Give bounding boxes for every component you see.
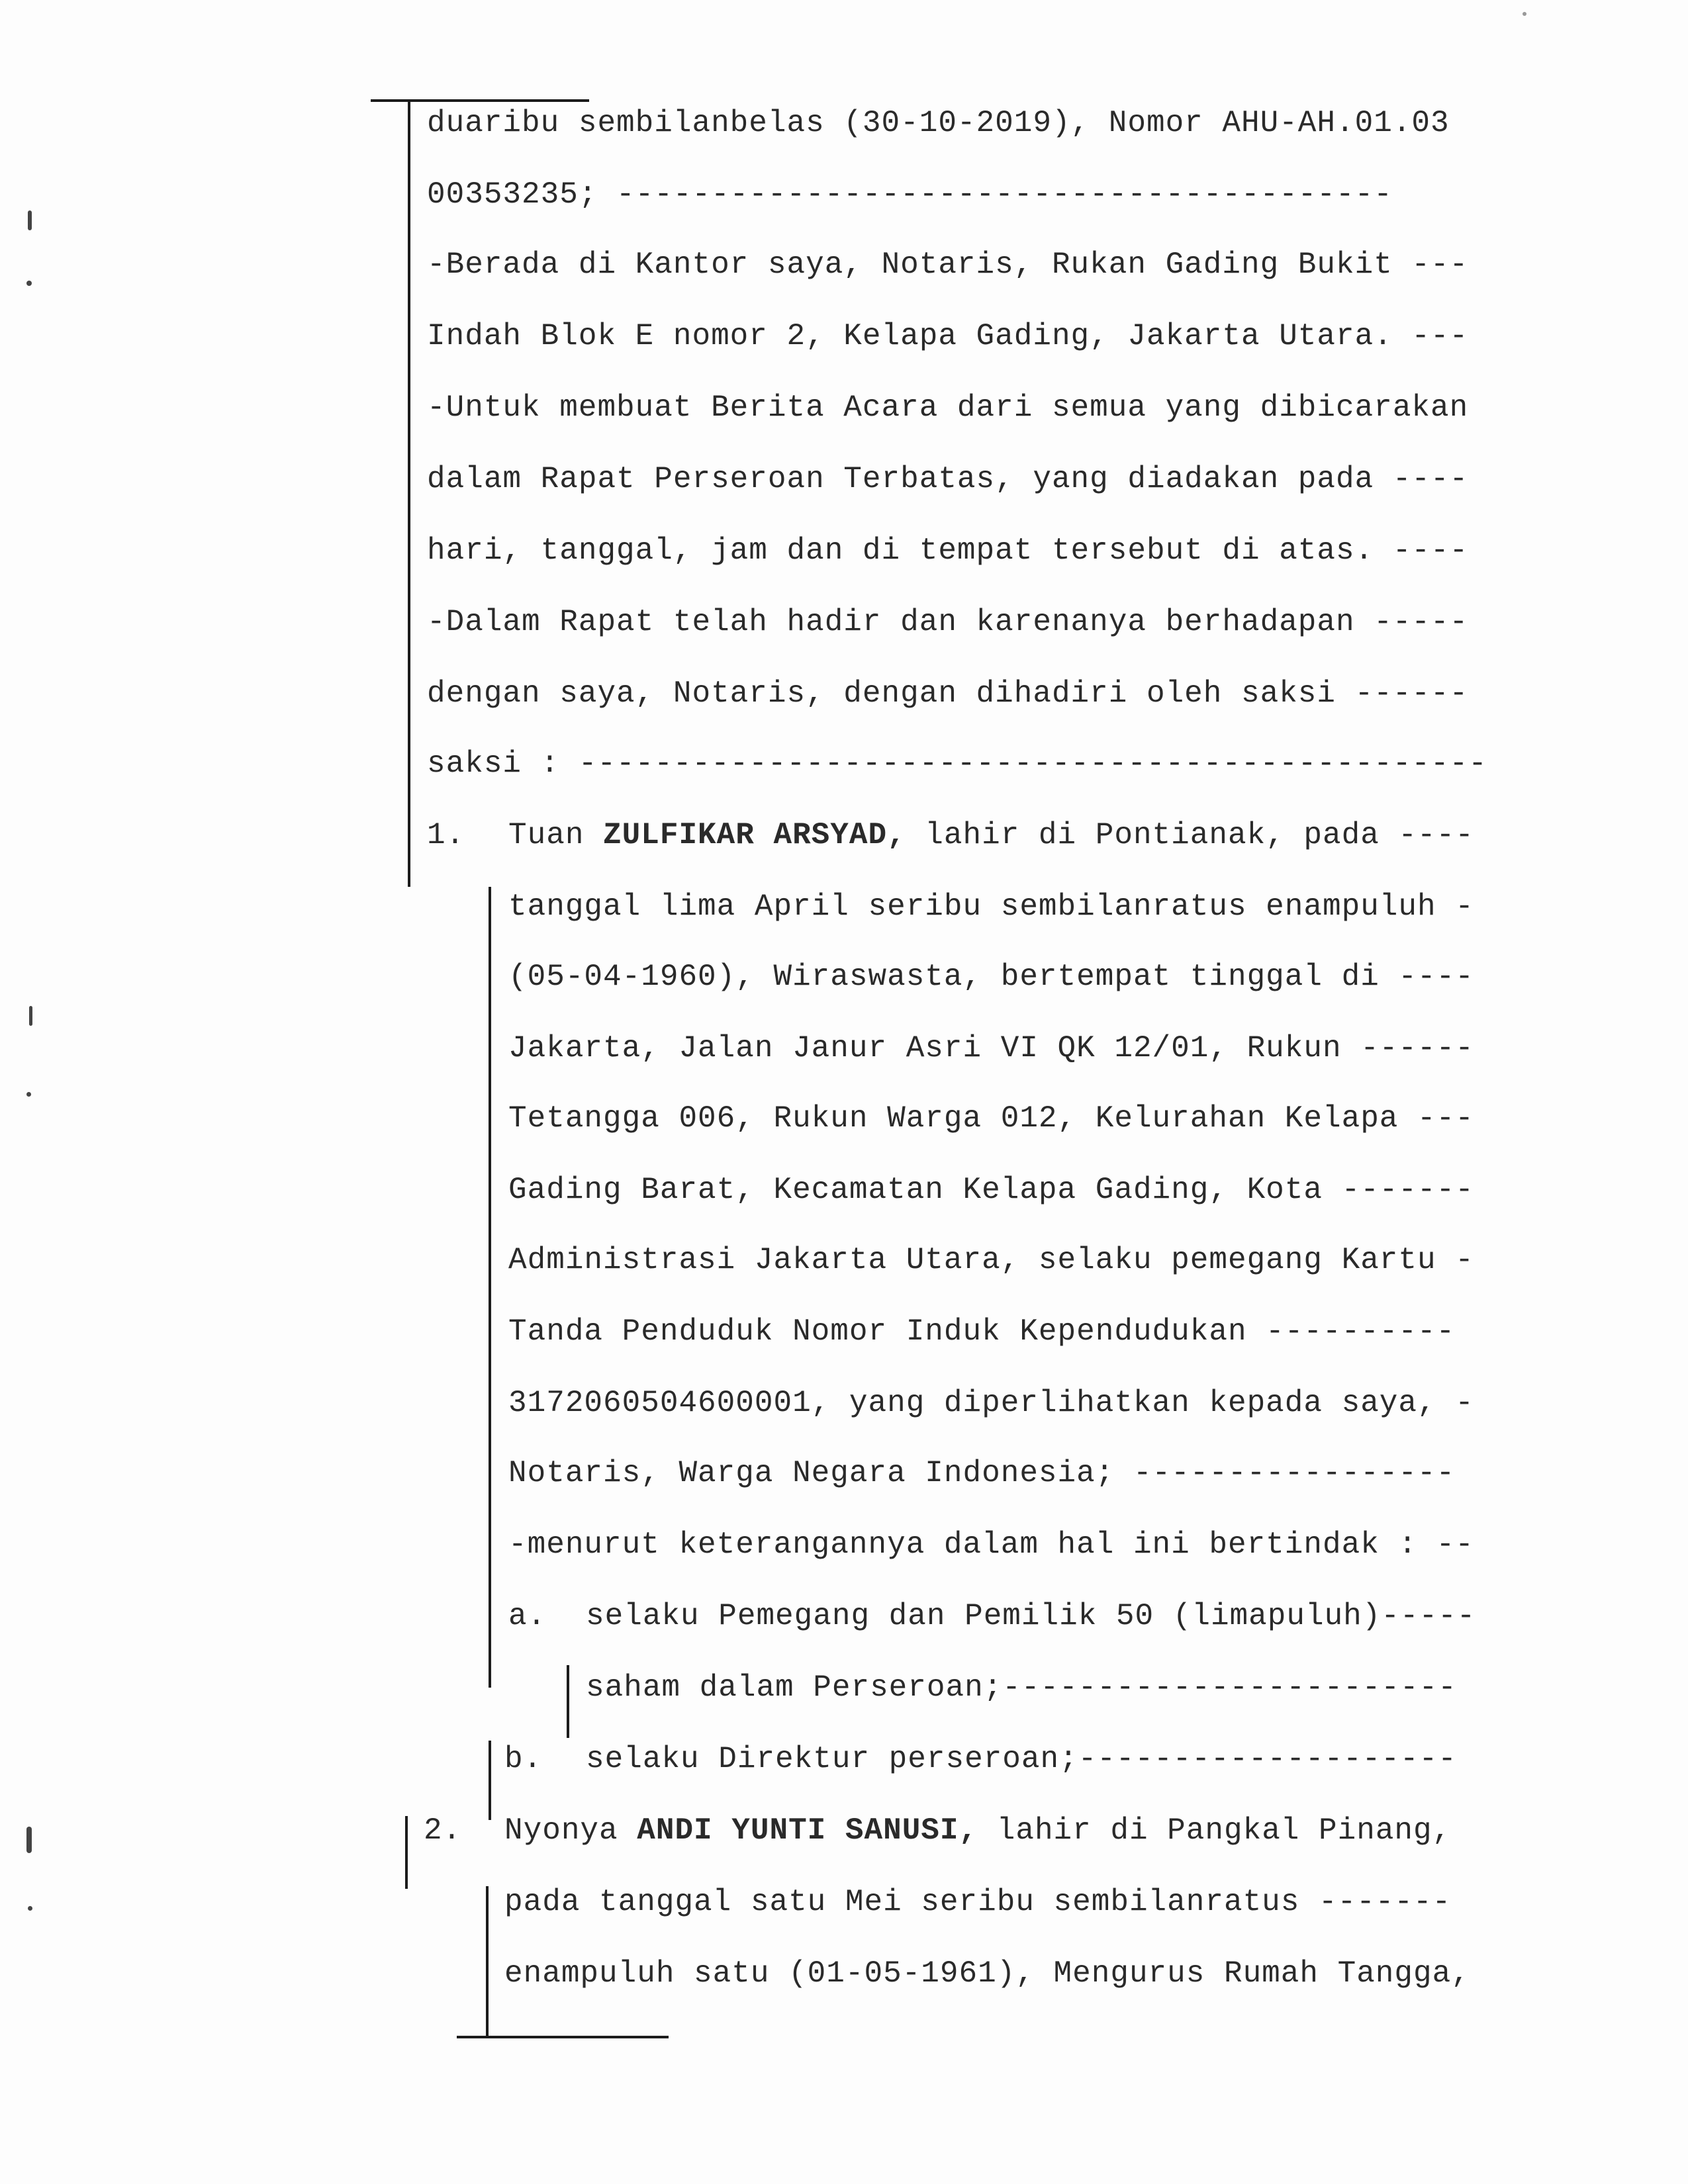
item-1a-line-1: selaku Pemegang dan Pemilik 50 (limapuluh)----- bbox=[586, 1599, 1476, 1633]
item-1b-rule bbox=[489, 1741, 491, 1820]
item-2-number: 2. bbox=[424, 1813, 462, 1848]
item-1a-rule bbox=[567, 1665, 569, 1738]
item-1-line-10: -menurut keterangannya dalam hal ini bertindak : -- bbox=[508, 1527, 1474, 1562]
scan-speck bbox=[28, 210, 32, 230]
bottom-rule bbox=[457, 2036, 669, 2038]
doc-line-3: -Berada di Kantor saya, Notaris, Rukan Gading Bukit --- bbox=[427, 248, 1469, 282]
item-1-line-5: Gading Barat, Kecamatan Kelapa Gading, Kota ------- bbox=[508, 1173, 1474, 1207]
scan-speck bbox=[26, 1092, 31, 1097]
item-2-prefix: Nyonya bbox=[504, 1813, 637, 1848]
item-1b-label: b. bbox=[504, 1742, 543, 1776]
scan-speck bbox=[28, 1906, 32, 1911]
doc-line-10: saksi : ------------------------------------------------ bbox=[427, 747, 1487, 781]
item-1-number: 1. bbox=[427, 818, 465, 852]
item-1-line-4: Tetangga 006, Rukun Warga 012, Kelurahan Kelapa --- bbox=[508, 1101, 1474, 1136]
item-1a-line-2: saham dalam Perseroan;------------------------ bbox=[586, 1670, 1457, 1705]
item-1-line-1: tanggal lima April seribu sembilanratus enampuluh - bbox=[508, 889, 1474, 924]
doc-line-2: 00353235; ----------------------------------------- bbox=[427, 177, 1393, 212]
item-2-name: ANDI YUNTI SANUSI, bbox=[637, 1813, 978, 1848]
item-2-heading bbox=[504, 1811, 1451, 1850]
item-2-suffix: lahir di Pangkal Pinang, bbox=[978, 1813, 1452, 1848]
item-1-line-8: 3172060504600001, yang diperlihatkan kepada saya, - bbox=[508, 1386, 1474, 1420]
item-1-line-3: Jakarta, Jalan Janur Asri VI QK 12/01, Rukun ------ bbox=[508, 1031, 1474, 1066]
doc-line-5: -Untuk membuat Berita Acara dari semua yang dibicarakan bbox=[427, 390, 1469, 425]
scan-speck bbox=[26, 281, 32, 286]
doc-line-4: Indah Blok E nomor 2, Kelapa Gading, Jakarta Utara. --- bbox=[427, 319, 1469, 353]
doc-line-9: dengan saya, Notaris, dengan dihadiri oleh saksi ------ bbox=[427, 676, 1469, 711]
item-2-line-1: pada tanggal satu Mei seribu sembilanratus ------- bbox=[504, 1885, 1452, 1919]
item-1-rule bbox=[489, 887, 491, 1688]
item-1-name: ZULFIKAR ARSYAD, bbox=[603, 818, 906, 852]
item-2-number-rule bbox=[405, 1816, 408, 1889]
item-1-prefix: Tuan bbox=[508, 818, 604, 852]
item-1-heading bbox=[508, 815, 1474, 855]
top-rule bbox=[371, 99, 589, 102]
item-1a-label: a. bbox=[508, 1599, 547, 1633]
item-2-rule bbox=[486, 1886, 489, 2038]
scan-speck bbox=[29, 1006, 32, 1026]
item-1-line-2: (05-04-1960), Wiraswasta, bertempat tinggal di ---- bbox=[508, 960, 1474, 994]
doc-line-6: dalam Rapat Perseroan Terbatas, yang diadakan pada ---- bbox=[427, 462, 1469, 496]
doc-line-1: duaribu sembilanbelas (30-10-2019), Nomor AHU-AH.01.03 bbox=[427, 106, 1450, 140]
doc-line-8: -Dalam Rapat telah hadir dan karenanya berhadapan ----- bbox=[427, 605, 1469, 639]
doc-line-7: hari, tanggal, jam dan di tempat tersebut di atas. ---- bbox=[427, 533, 1469, 568]
item-2-line-2: enampuluh satu (01-05-1961), Mengurus Rumah Tangga, bbox=[504, 1956, 1470, 1991]
scan-speck bbox=[1523, 12, 1526, 16]
scan-speck bbox=[26, 1827, 32, 1853]
item-1-line-7: Tanda Penduduk Nomor Induk Kependudukan ---------- bbox=[508, 1314, 1456, 1349]
item-1-line-6: Administrasi Jakarta Utara, selaku pemegang Kartu - bbox=[508, 1243, 1474, 1277]
item-1b-line-1: selaku Direktur perseroan;-------------------- bbox=[586, 1742, 1457, 1776]
item-1-line-9: Notaris, Warga Negara Indonesia; ----------------- bbox=[508, 1456, 1456, 1490]
item-1-suffix: lahir di Pontianak, pada ---- bbox=[906, 818, 1474, 852]
left-margin-rule bbox=[408, 99, 410, 887]
